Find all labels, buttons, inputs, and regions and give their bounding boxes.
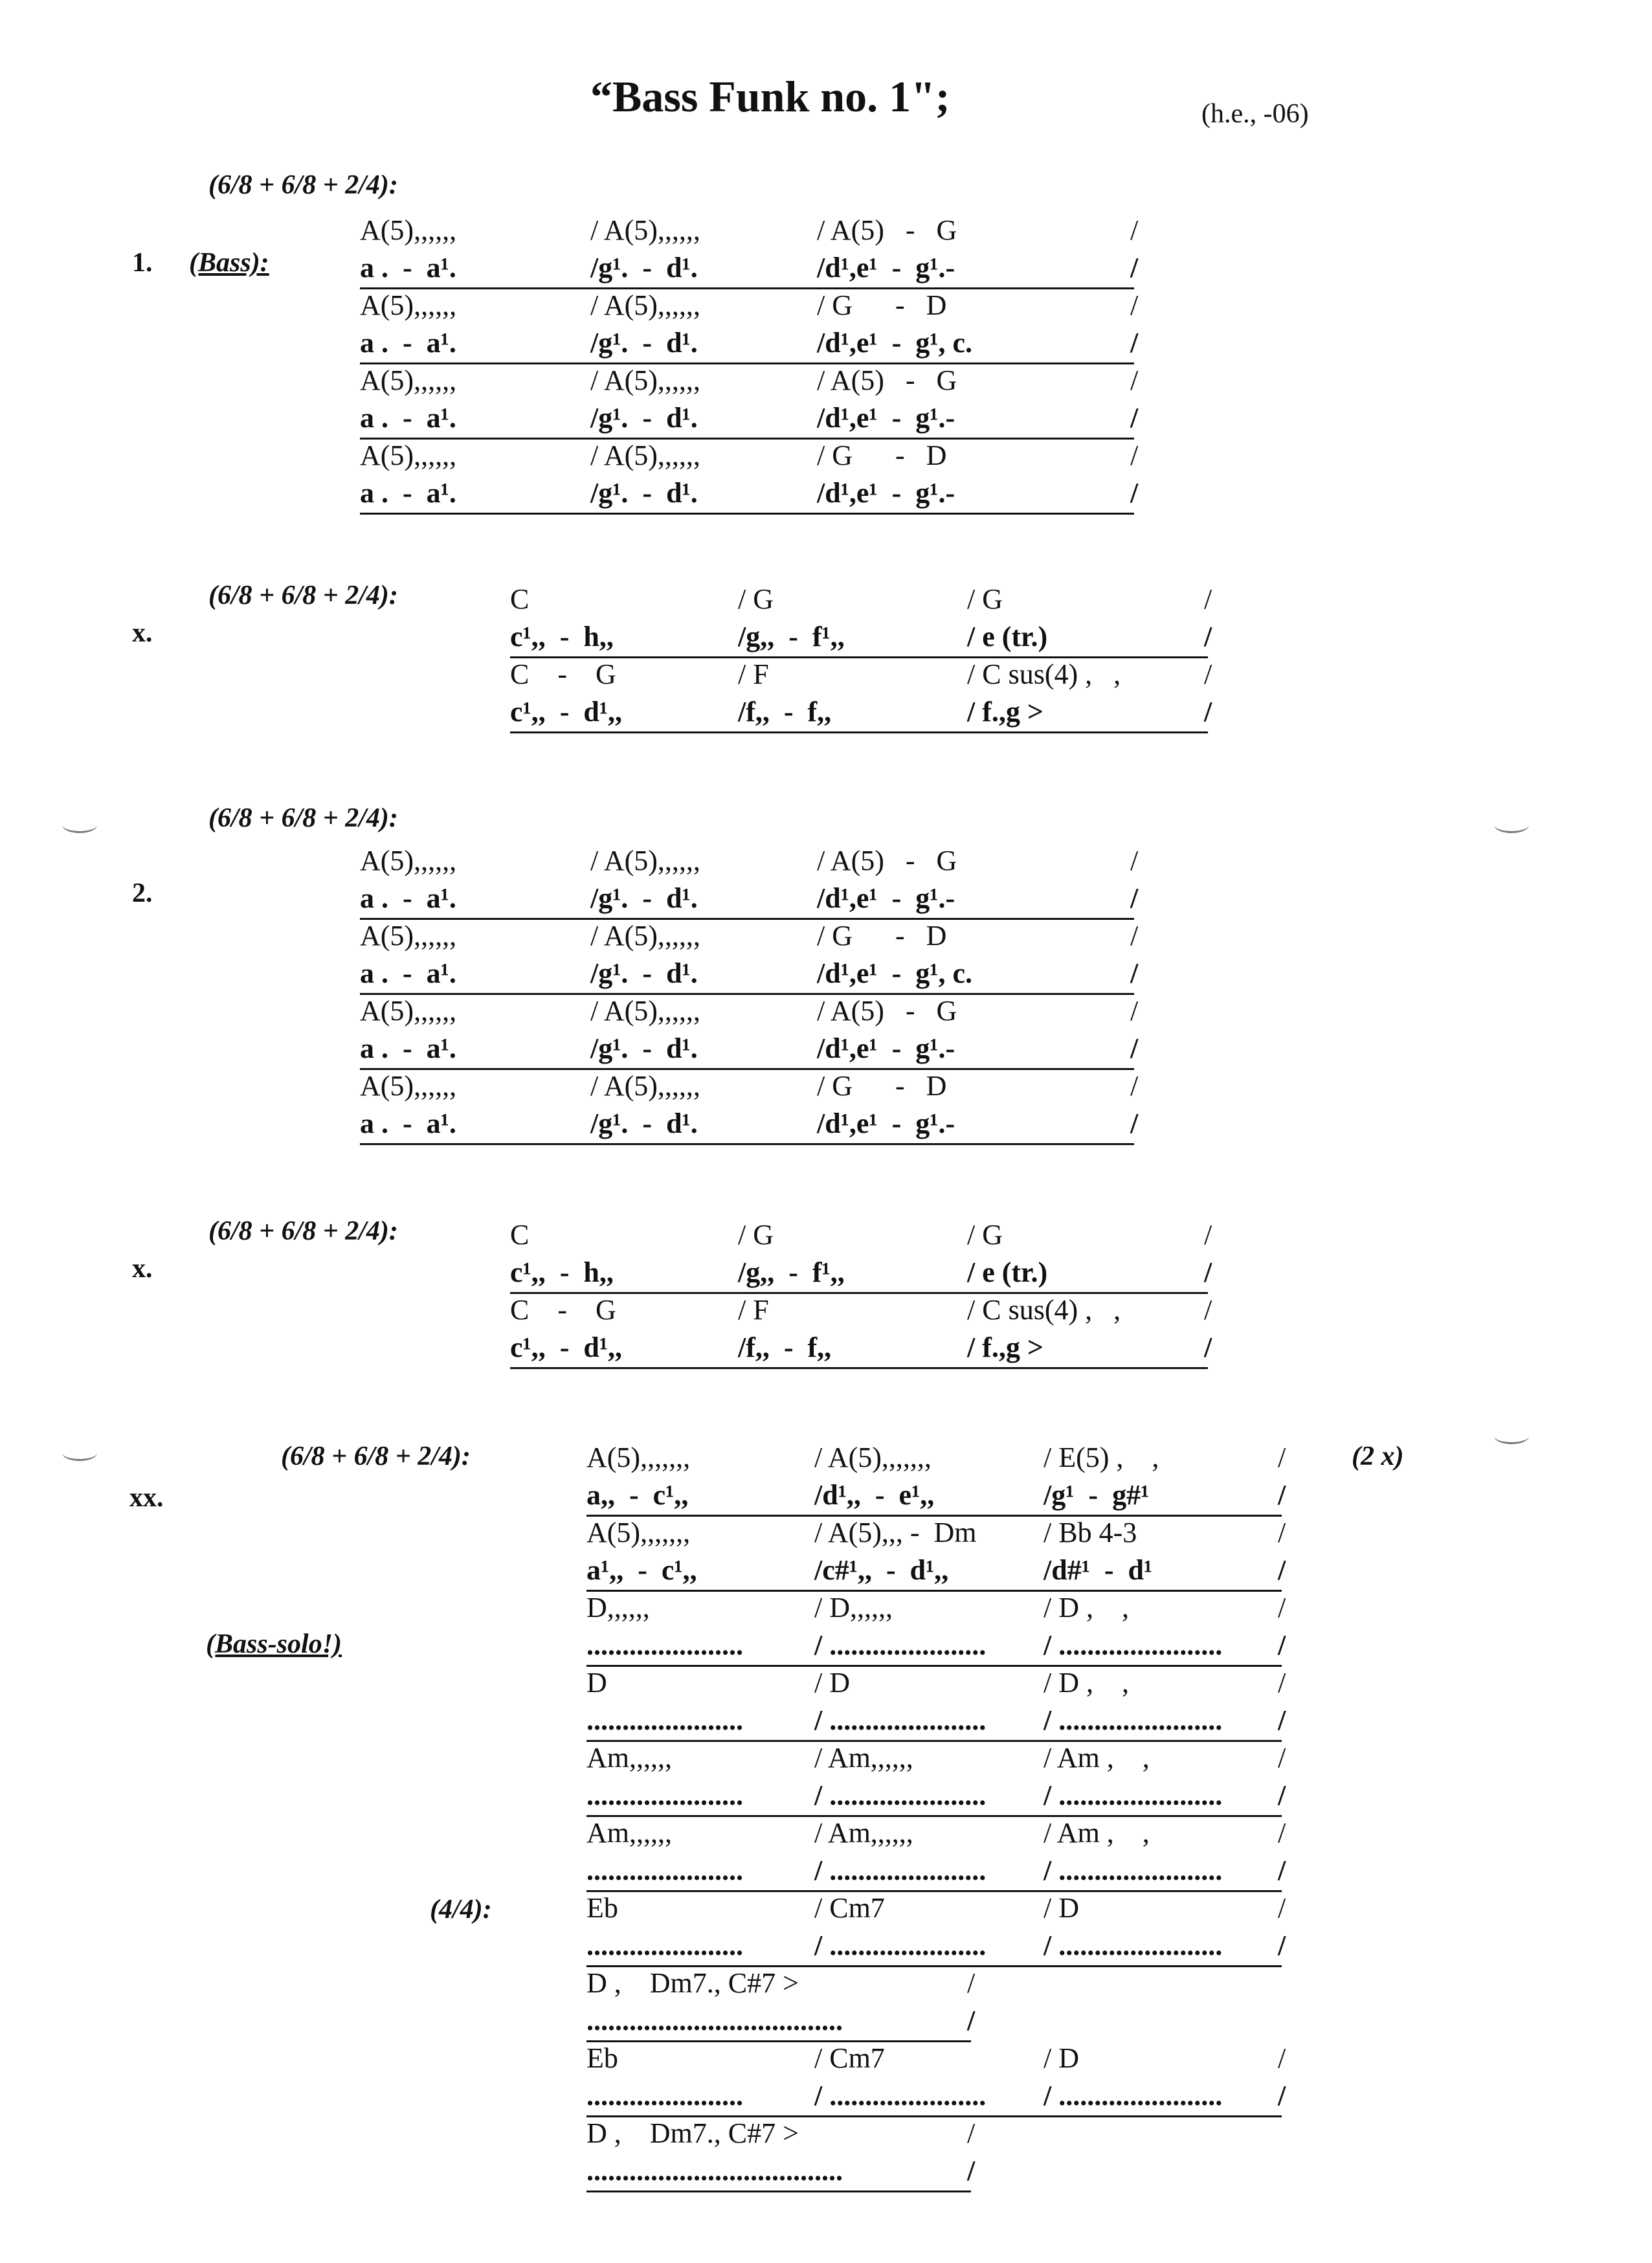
chord-cell: / A(5),,,,,, xyxy=(590,214,700,246)
bass-cell: /g¹. - d¹. xyxy=(590,252,698,284)
bass-cell: /g,, - f¹,, xyxy=(738,1256,845,1288)
chord-cell: / Am,,,,,, xyxy=(814,1817,913,1849)
bass-cell: ...................... xyxy=(586,1930,743,1961)
barline: / xyxy=(1130,289,1139,321)
barline: / xyxy=(1130,440,1139,471)
chord-row xyxy=(586,1516,1286,1552)
chord-cell: / D , , xyxy=(1044,1592,1129,1623)
barline: / xyxy=(1130,1108,1139,1139)
bass-cell: .................................... xyxy=(586,2005,843,2036)
bass-cell: /d¹,e¹ - g¹.- xyxy=(817,882,955,914)
barline: / xyxy=(1278,1517,1286,1548)
barline: / xyxy=(1278,1817,1286,1849)
barline: / xyxy=(1130,402,1139,434)
chord-cell: A(5),,,,,, xyxy=(360,289,457,321)
bass-cell: /c#¹,, - d¹,, xyxy=(814,1554,949,1586)
bass-cell: a,, - c¹,, xyxy=(586,1479,689,1511)
bass-cell: c¹,, - d¹,, xyxy=(510,1332,623,1363)
barline: / xyxy=(1204,658,1212,690)
barline: / xyxy=(1278,2042,1286,2074)
bass-cell: / ....................... xyxy=(1044,1855,1223,1886)
barline: / xyxy=(1278,1855,1286,1886)
chord-cell: / C sus(4) , , xyxy=(967,1294,1121,1326)
bass-cell: a . - a¹. xyxy=(360,477,456,509)
bass-cell: / f.,g > xyxy=(967,1332,1044,1363)
chord-cell: / A(5) - G xyxy=(817,364,957,396)
chord-cell: / G - D xyxy=(817,440,947,471)
bass-line-row xyxy=(586,2004,976,2042)
chord-cell: / G xyxy=(738,583,774,615)
author-credit: (h.e., -06) xyxy=(1201,99,1309,129)
chord-cell: / A(5) - G xyxy=(817,214,957,246)
bass-cell: a . - a¹. xyxy=(360,327,456,359)
chord-cell: / A(5),,,,,, xyxy=(590,364,700,396)
barline: / xyxy=(1130,1032,1139,1064)
chord-cell: Am,,,,,, xyxy=(586,1817,672,1849)
section-label: (Bass-solo!) xyxy=(206,1629,342,1659)
chord-cell: / G - D xyxy=(817,920,947,952)
bass-line-row xyxy=(586,1929,1286,1967)
bass-cell: /d¹,e¹ - g¹, c. xyxy=(817,327,972,359)
bass-cell: / ....................... xyxy=(1044,2080,1223,2112)
chord-cell: / A(5),,,,,, xyxy=(590,1070,700,1102)
chord-row xyxy=(586,2042,1286,2078)
barline: / xyxy=(1278,1779,1286,1811)
page-title: “Bass Funk no. 1"; xyxy=(590,72,950,121)
chord-cell: / A(5),,,,,, xyxy=(590,920,700,952)
bass-cell: a . - a¹. xyxy=(360,402,456,434)
section-number: x. xyxy=(132,1254,153,1284)
bass-line-row xyxy=(360,251,1139,289)
barline: / xyxy=(1130,477,1139,509)
bass-cell: / ....................... xyxy=(1044,1704,1223,1736)
barline: / xyxy=(1278,1930,1286,1961)
bass-cell: / ...................... xyxy=(814,1855,987,1886)
chord-cell: C xyxy=(510,583,530,615)
chord-cell: C xyxy=(510,1219,530,1251)
chord-cell: / E(5) , , xyxy=(1044,1442,1159,1473)
bass-cell: /g¹. - d¹. xyxy=(590,1032,698,1064)
chord-cell: A(5),,,,,, xyxy=(360,920,457,952)
bass-cell: a . - a¹. xyxy=(360,957,456,989)
bass-line-row xyxy=(360,1032,1139,1070)
bass-line-row xyxy=(586,2154,976,2192)
bass-cell: a . - a¹. xyxy=(360,1032,456,1064)
barline: / xyxy=(1278,1479,1286,1511)
bass-cell: / e (tr.) xyxy=(967,1256,1048,1288)
chord-row xyxy=(360,214,1139,250)
barline: / xyxy=(1278,1704,1286,1736)
barline: / xyxy=(1204,1332,1212,1363)
bass-cell: /g,, - f¹,, xyxy=(738,621,845,652)
bass-line-row xyxy=(360,882,1139,920)
barline: / xyxy=(1130,214,1139,246)
chord-row xyxy=(586,2117,976,2153)
barline: / xyxy=(1130,327,1139,359)
barline: / xyxy=(1130,252,1139,284)
barline: / xyxy=(1278,1629,1286,1661)
chord-cell: A(5),,,,,, xyxy=(360,845,457,876)
bass-cell: ...................... xyxy=(586,1779,743,1811)
chord-cell: / D xyxy=(1044,1892,1079,1924)
chord-row xyxy=(510,658,1212,694)
bass-cell: ...................... xyxy=(586,1704,743,1736)
bass-cell: .................................... xyxy=(586,2155,843,2187)
bass-cell: / ....................... xyxy=(1044,1629,1223,1661)
time-signature-alt: (4/4): xyxy=(430,1895,492,1924)
section-number: x. xyxy=(132,618,153,648)
bass-cell: / ...................... xyxy=(814,1779,987,1811)
chord-cell: / A(5),,,,,, xyxy=(590,995,700,1027)
barline: / xyxy=(1130,845,1139,876)
bass-cell: /g¹. - d¹. xyxy=(590,957,698,989)
bass-cell: c¹,, - h,, xyxy=(510,1256,614,1288)
time-signature: (6/8 + 6/8 + 2/4): xyxy=(208,170,398,200)
chord-cell: / F xyxy=(738,1294,769,1326)
chord-cell: A(5),,,,,, xyxy=(360,440,457,471)
bass-cell: /g¹. - d¹. xyxy=(590,327,698,359)
chord-row xyxy=(360,1069,1139,1106)
chord-row xyxy=(360,289,1139,325)
bass-cell: /d¹,, - e¹,, xyxy=(814,1479,935,1511)
barline: / xyxy=(967,1967,976,1999)
bass-cell: / ...................... xyxy=(814,1930,987,1961)
chord-cell: / D , , xyxy=(1044,1667,1129,1699)
bass-cell: /g¹. - d¹. xyxy=(590,402,698,434)
chord-cell: Eb xyxy=(586,2042,618,2074)
repeat-marker: (2 x) xyxy=(1352,1442,1404,1471)
bass-cell: /d¹,e¹ - g¹.- xyxy=(817,1032,955,1064)
bass-cell: /d¹,e¹ - g¹.- xyxy=(817,402,955,434)
bass-cell: c¹,, - d¹,, xyxy=(510,696,623,728)
bass-cell: /g¹. - d¹. xyxy=(590,477,698,509)
chord-row xyxy=(510,1293,1212,1330)
chord-cell: / D,,,,,, xyxy=(814,1592,893,1623)
bass-cell: / ...................... xyxy=(814,1704,987,1736)
bass-cell: /d#¹ - d¹ xyxy=(1044,1554,1153,1586)
bass-cell: / e (tr.) xyxy=(967,621,1048,652)
barline: / xyxy=(1130,957,1139,989)
chord-cell: A(5),,,,,, xyxy=(360,1070,457,1102)
chord-row xyxy=(510,583,1212,619)
chord-cell: / A(5),,,,,,, xyxy=(814,1442,932,1473)
bass-cell: /g¹. - d¹. xyxy=(590,1108,698,1139)
bass-line-row xyxy=(586,1554,1286,1592)
bass-cell: /f,, - f,, xyxy=(738,1332,832,1363)
chord-cell: / A(5),,,,,, xyxy=(590,289,700,321)
chord-cell: D,,,,,, xyxy=(586,1592,650,1623)
chord-cell: A(5),,,,,, xyxy=(360,364,457,396)
chord-cell: D , Dm7., C#7 > xyxy=(586,2117,799,2149)
barline: / xyxy=(1204,621,1212,652)
bass-line-row xyxy=(360,401,1139,440)
bass-line-row xyxy=(360,476,1139,515)
barline: / xyxy=(1204,1219,1212,1251)
chord-row xyxy=(586,1741,1286,1778)
chord-cell: A(5),,,,,, xyxy=(360,995,457,1027)
bass-cell: /d¹,e¹ - g¹.- xyxy=(817,1108,955,1139)
bass-cell: / ....................... xyxy=(1044,1930,1223,1961)
chord-row xyxy=(586,1891,1286,1928)
barline: / xyxy=(1278,2080,1286,2112)
bass-cell: /f,, - f,, xyxy=(738,696,832,728)
bass-line-row xyxy=(586,1779,1286,1817)
bass-line-row xyxy=(510,695,1212,733)
chord-cell: / A(5) - G xyxy=(817,995,957,1027)
barline: / xyxy=(1204,1256,1212,1288)
time-signature: (6/8 + 6/8 + 2/4): xyxy=(208,1216,398,1246)
barline: / xyxy=(1278,1667,1286,1699)
bass-cell: /d¹,e¹ - g¹.- xyxy=(817,252,955,284)
chord-cell: C - G xyxy=(510,658,616,690)
chord-cell: D , Dm7., C#7 > xyxy=(586,1967,799,1999)
chord-cell: / D xyxy=(1044,2042,1079,2074)
barline: / xyxy=(1278,1592,1286,1623)
barline: / xyxy=(1204,1294,1212,1326)
chord-cell: / G - D xyxy=(817,289,947,321)
bass-line-row xyxy=(510,1331,1212,1369)
chord-cell: Eb xyxy=(586,1892,618,1924)
barline: / xyxy=(1204,696,1212,728)
time-signature: (6/8 + 6/8 + 2/4): xyxy=(208,581,398,610)
barline: / xyxy=(1130,364,1139,396)
bass-line-row xyxy=(360,957,1139,995)
barline: / xyxy=(1278,1442,1286,1473)
chord-cell: / G xyxy=(967,1219,1003,1251)
chord-cell: D xyxy=(586,1667,607,1699)
bass-line-row xyxy=(510,1256,1212,1294)
punch-mark xyxy=(1494,817,1529,833)
punch-mark xyxy=(1494,1428,1529,1444)
chord-row xyxy=(360,994,1139,1031)
bass-cell: ...................... xyxy=(586,1855,743,1886)
bass-line-row xyxy=(586,2079,1286,2117)
section-label: (Bass): xyxy=(189,248,269,278)
bass-cell: ...................... xyxy=(586,1629,743,1661)
barline: / xyxy=(1130,882,1139,914)
bass-cell: / f.,g > xyxy=(967,696,1044,728)
chord-cell: A(5),,,,,, xyxy=(360,214,457,246)
time-signature: (6/8 + 6/8 + 2/4): xyxy=(208,803,398,833)
bass-line-row xyxy=(586,1854,1286,1892)
chord-cell: / G - D xyxy=(817,1070,947,1102)
barline: / xyxy=(967,2117,976,2149)
chord-cell: A(5),,,,,,, xyxy=(586,1517,691,1548)
barline: / xyxy=(1278,1554,1286,1586)
time-signature: (6/8 + 6/8 + 2/4): xyxy=(281,1442,471,1471)
bass-line-row xyxy=(586,1478,1286,1517)
chord-row xyxy=(360,439,1139,475)
barline: / xyxy=(1130,1070,1139,1102)
chord-cell: / Cm7 xyxy=(814,1892,885,1924)
chord-cell: / Am , , xyxy=(1044,1817,1150,1849)
chord-cell: / C sus(4) , , xyxy=(967,658,1121,690)
chord-row xyxy=(586,1967,976,2003)
barline: / xyxy=(1278,1892,1286,1924)
bass-cell: / ...................... xyxy=(814,2080,987,2112)
chord-row xyxy=(586,1591,1286,1627)
bass-cell: /g¹ - g#¹ xyxy=(1044,1479,1150,1511)
chord-row xyxy=(360,844,1139,880)
chord-cell: / Am,,,,,, xyxy=(814,1742,913,1774)
chord-cell: / A(5),,,,,, xyxy=(590,440,700,471)
chord-cell: / G xyxy=(738,1219,774,1251)
section-number: 2. xyxy=(132,878,153,908)
bass-line-row xyxy=(510,620,1212,658)
bass-line-row xyxy=(586,1629,1286,1667)
bass-cell: ...................... xyxy=(586,2080,743,2112)
barline: / xyxy=(1130,920,1139,952)
chord-row xyxy=(586,1666,1286,1702)
bass-cell: c¹,, - h,, xyxy=(510,621,614,652)
bass-cell: /d¹,e¹ - g¹.- xyxy=(817,477,955,509)
bass-line-row xyxy=(586,1704,1286,1742)
bass-cell: a . - a¹. xyxy=(360,882,456,914)
barline: / xyxy=(967,2155,976,2187)
barline: / xyxy=(1130,995,1139,1027)
punch-mark xyxy=(62,1445,97,1461)
chord-cell: / Bb 4-3 xyxy=(1044,1517,1137,1548)
chord-row xyxy=(360,919,1139,955)
bass-cell: / ....................... xyxy=(1044,1779,1223,1811)
chord-cell: / G xyxy=(967,583,1003,615)
chord-cell: / Cm7 xyxy=(814,2042,885,2074)
chord-cell: / D xyxy=(814,1667,850,1699)
bass-cell: / ...................... xyxy=(814,1629,987,1661)
bass-cell: a . - a¹. xyxy=(360,1108,456,1139)
chord-row xyxy=(586,1441,1286,1477)
chord-cell: / Am , , xyxy=(1044,1742,1150,1774)
bass-cell: /g¹. - d¹. xyxy=(590,882,698,914)
chord-cell: / A(5),,,,,, xyxy=(590,845,700,876)
bass-cell: /d¹,e¹ - g¹, c. xyxy=(817,957,972,989)
chord-cell: Am,,,,,, xyxy=(586,1742,672,1774)
punch-mark xyxy=(62,817,97,833)
bass-cell: a . - a¹. xyxy=(360,252,456,284)
chord-cell: / A(5) - G xyxy=(817,845,957,876)
bass-line-row xyxy=(360,1107,1139,1145)
chord-row xyxy=(360,364,1139,400)
chord-row xyxy=(510,1218,1212,1254)
barline: / xyxy=(1204,583,1212,615)
section-number: xx. xyxy=(129,1483,164,1513)
chord-cell: A(5),,,,,,, xyxy=(586,1442,691,1473)
chord-cell: / F xyxy=(738,658,769,690)
bass-line-row xyxy=(360,326,1139,364)
chord-cell: C - G xyxy=(510,1294,616,1326)
bass-cell: a¹,, - c¹,, xyxy=(586,1554,697,1586)
section-number: 1. xyxy=(132,248,153,278)
chord-cell: / A(5),,, - Dm xyxy=(814,1517,977,1548)
chord-row xyxy=(586,1816,1286,1853)
barline: / xyxy=(1278,1742,1286,1774)
barline: / xyxy=(967,2005,976,2036)
